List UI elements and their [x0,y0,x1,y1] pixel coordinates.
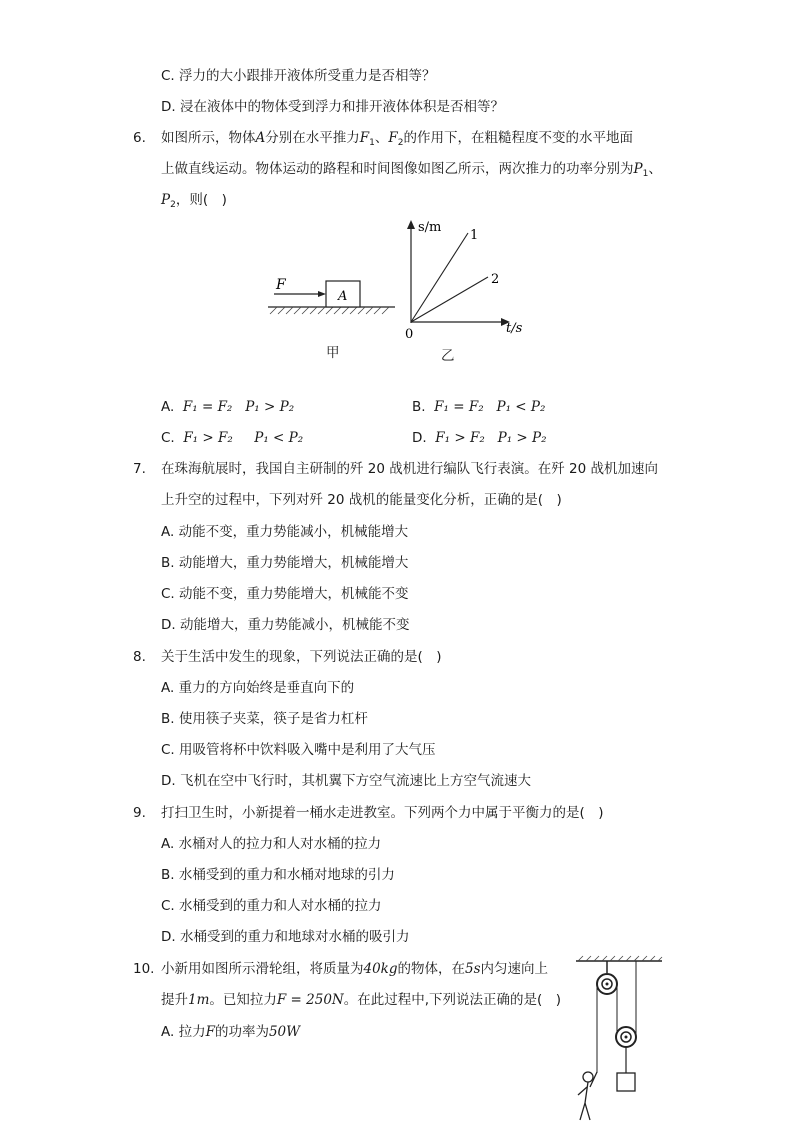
t-axis-label: t/s [506,321,523,336]
q8-option-b: B. 使用筷子夹菜，筷子是省力杠杆 [161,711,368,727]
q10-stem-line1: 小新用如图所示滑轮组，将质量为40kg的物体，在5s内匀速向上 [161,961,549,977]
s-axis-label: s/m [418,220,442,235]
graph-line-2 [411,277,488,322]
q7-option-b: B. 动能增大，重力势能增大，机械能增大 [161,555,409,571]
q10-option-a: A. 拉力F的功率为50W [161,1024,301,1040]
q6-stem-line2: 上做直线运动。物体运动的路程和时间图像如图乙所示，两次推力的功率分别为$P_1$、 [161,161,662,179]
q9-number: 9. [133,805,146,821]
force-label: F [276,277,286,293]
figure-label-yi: 乙 [441,348,455,364]
q10-number: 10. [133,961,155,977]
graph-line-1 [411,233,468,322]
q5-option-d: D. 浸在液体中的物体受到浮力和排开液体体积是否相等？ [161,99,504,115]
q6-stem-line1: 如图所示，物体A分别在水平推力$F_1$、$F_2$的作用下，在粗糙程度不变的水平地面 [161,130,633,148]
q7-number: 7. [133,461,146,477]
person-figure [578,1072,597,1120]
q8-option-c: C. 用吸管将杯中饮料吸入嘴中是利用了大气压 [161,742,436,758]
q8-option-d: D. 飞机在空中飞行时，其机翼下方空气流速比上方空气流速大 [161,773,531,789]
q6-figure [260,215,530,360]
q7-option-a: A. 动能不变，重力势能减小，机械能增大 [161,524,409,540]
q8-option-a: A. 重力的方向始终是垂直向下的 [161,680,355,696]
ceiling-hatch [576,956,662,961]
q7-option-d: D. 动能增大，重力势能减小，机械能不变 [161,617,410,633]
q6-number: 6. [133,130,146,146]
graph-line-2-label: 2 [491,272,500,287]
figure-label-jia: 甲 [326,345,340,361]
graph-line-1-label: 1 [470,228,479,243]
q5-option-c: C. 浮力的大小跟排开液体所受重力是否相等？ [161,68,436,84]
pulley-figure [570,955,670,1122]
q8-stem: 关于生活中发生的现象，下列说法正确的是( ) [161,649,442,665]
weight-block [617,1073,635,1091]
q7-option-c: C. 动能不变，重力势能增大，机械能不变 [161,586,409,602]
q10-stem-line2: 提升1m。已知拉力F = 250N。在此过程中,下列说法正确的是( ) [161,992,562,1008]
q6-option-d: D. F₁ > F₂ P₁ > P₂ [412,430,547,446]
q9-stem: 打扫卫生时，小新提着一桶水走进教室。下列两个力中属于平衡力的是( ) [161,805,604,821]
force-arrowhead [318,291,326,297]
q7-stem-line1: 在珠海航展时，我国自主研制的歼 20 战机进行编队飞行表演。在歼 20 战机加速向 [161,461,659,477]
ground-hatch [268,307,395,314]
q9-option-a: A. 水桶对人的拉力和人对水桶的拉力 [161,836,382,852]
q7-stem-line2: 上升空的过程中，下列对歼 20 战机的能量变化分析，正确的是( ) [161,492,562,508]
s-axis-arrow [407,220,415,229]
block-a-label: A [338,289,348,304]
q6-stem-line3: $P_2$，则( ) [161,192,227,210]
q6-option-b: B. F₁ = F₂ P₁ < P₂ [412,399,546,415]
origin-label: 0 [405,327,414,342]
q6-option-a: A. F₁ = F₂ P₁ > P₂ [161,399,295,415]
q9-option-d: D. 水桶受到的重力和地球对水桶的吸引力 [161,929,410,945]
q9-option-b: B. 水桶受到的重力和水桶对地球的引力 [161,867,395,883]
q6-option-c: C. F₁ > F₂ P₁ < P₂ [161,430,304,446]
q9-option-c: C. 水桶受到的重力和人对水桶的拉力 [161,898,382,914]
q8-number: 8. [133,649,146,665]
